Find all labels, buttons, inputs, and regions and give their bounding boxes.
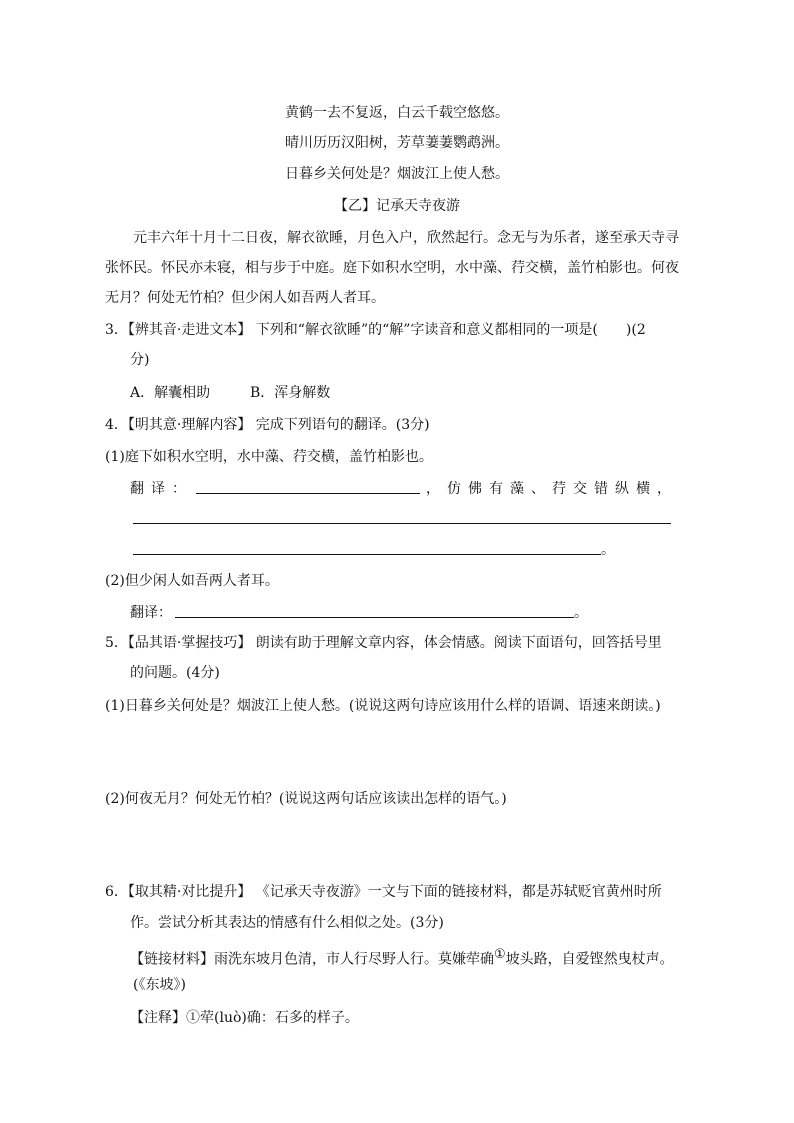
poem-line-3: 日暮乡关何处是？烟波江上使人愁。	[285, 166, 509, 182]
passage-line-1: 元丰六年十月十二日夜，解衣欲睡，月色入户，欣然起行。念无与为乐者，遂至承天寺寻	[133, 230, 679, 246]
question-5-text: 5．【品其语·掌握技巧】 朗读有助于理解文章内容，体会情感。阅读下面语句，回答括号里	[105, 635, 662, 651]
question-4-sentence-2: (2)但少闲人如吾两人者耳。	[105, 573, 279, 589]
link-material-source: (《东坡》)	[133, 977, 186, 993]
passage-line-2: 张怀民。怀民亦未寝，相与步于中庭。庭下如积水空明，水中藻、荇交横，盖竹柏影也。何夜	[105, 260, 679, 276]
answer-blank-1a[interactable]	[196, 493, 420, 494]
link-material	[130, 945, 674, 970]
question-5-sub-2: (2)何夜无月？何处无竹柏？(说说这两句话应该读出怎样的语气。)	[105, 791, 507, 807]
question-6-text: 6．【取其精·对比提升】 《记承天寺夜游》一文与下面的链接材料，都是苏轼贬官黄州时所	[105, 884, 662, 900]
translate-partial: ，仿佛有藻、荇交错纵横，	[426, 481, 678, 497]
annotation-note: 【注释】①荦(luò)确：石多的样子。	[130, 1010, 359, 1026]
question-4-title: 4．【明其意·理解内容】 完成下列语句的翻译。(3分)	[105, 417, 430, 433]
passage-line-3: 无月？何处无竹柏？但少闲人如吾两人者耳。	[105, 290, 385, 306]
question-3-option-b: B．浑身解数	[250, 385, 331, 401]
question-3-text-cont: 分)	[130, 352, 150, 368]
question-3-option-a: A．解囊相助	[130, 385, 211, 401]
link-material-text-b: 坡头路，自爱铿然曳杖声。	[505, 951, 674, 968]
translate-label-1: 翻译：	[130, 481, 193, 497]
answer-blank-1b[interactable]	[133, 523, 671, 524]
end-mark-2: 。	[574, 605, 588, 621]
footnote-marker: ①	[494, 947, 506, 962]
link-material-text-a: 【链接材料】雨洗东坡月色清，市人行尽野人行。莫嫌荦确	[130, 951, 494, 968]
question-3-text: 3．【辨其音·走进文本】 下列和“解衣欲睡”的“解”字读音和意义都相同的一项是( )(2	[105, 322, 646, 338]
answer-blank-2[interactable]	[175, 617, 574, 618]
question-5-sub-1: (1)日暮乡关何处是？烟波江上使人愁。(说说这两句诗应该用什么样的语调、语速来朗读。)	[105, 698, 661, 714]
poem-line-2: 晴川历历汉阳树，芳草萋萋鹦鹉洲。	[285, 135, 509, 151]
answer-blank-1c[interactable]	[133, 554, 601, 555]
question-4-sentence-1: (1)庭下如积水空明，水中藻、荇交横，盖竹柏影也。	[105, 449, 433, 465]
question-5-text-cont: 的问题。(4分)	[130, 665, 220, 681]
passage-title: 【乙】记承天寺夜游	[334, 198, 460, 214]
translate-label-2: 翻译：	[130, 605, 172, 621]
end-mark-1: 。	[601, 542, 615, 558]
question-6-text-cont: 作。尝试分析其表达的情感有什么相似之处。(3分)	[130, 915, 444, 931]
poem-line-1: 黄鹤一去不复返，白云千载空悠悠。	[285, 105, 509, 121]
